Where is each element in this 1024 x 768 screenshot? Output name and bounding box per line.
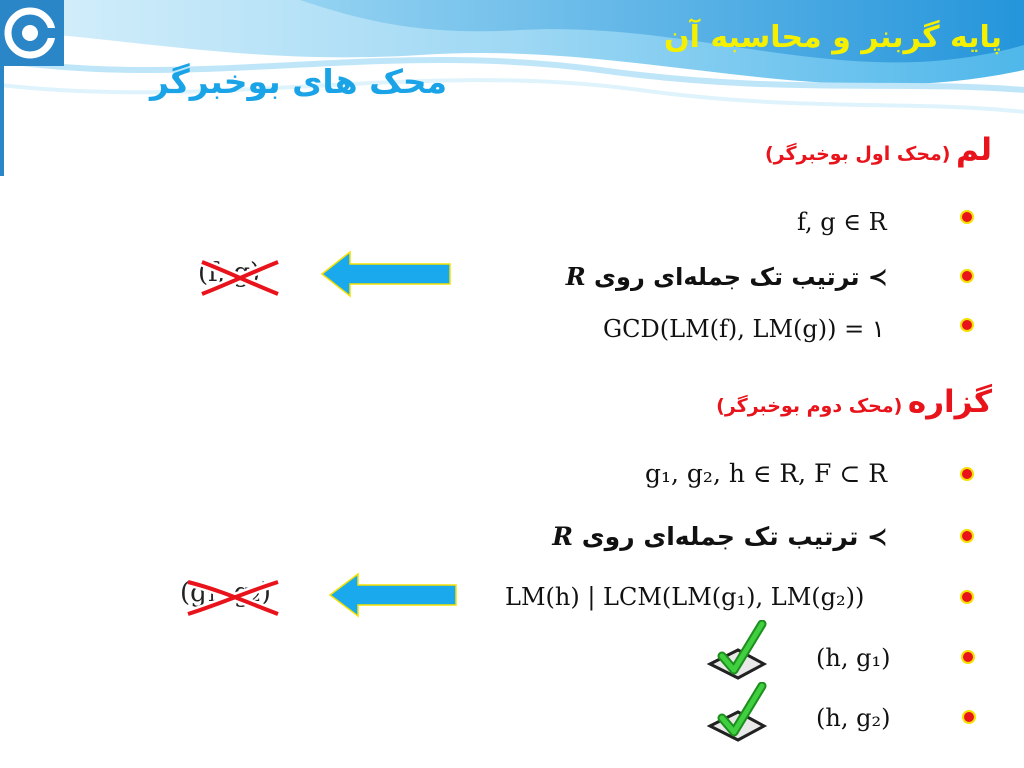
left-arrow-icon bbox=[320, 250, 452, 298]
crossed-pair-text: (g₁, g₂) bbox=[180, 578, 271, 608]
bullet-icon bbox=[960, 318, 974, 332]
pair-h-g2: (h, g₂) bbox=[816, 704, 891, 732]
bullet-icon bbox=[960, 529, 974, 543]
slide-title: محک های بوخبرگر bbox=[150, 62, 448, 101]
logo-icon bbox=[0, 0, 64, 66]
bullet-icon bbox=[962, 710, 976, 724]
crossed-pair-text: (f, g) bbox=[198, 258, 261, 288]
bullet-icon bbox=[960, 467, 974, 481]
proposition-condition-1: g₁, g₂, h ∈ R, F ⊂ R bbox=[645, 459, 888, 488]
order-text: ترتیب تک جمله‌ای روی bbox=[581, 522, 859, 551]
ring-variable: R bbox=[552, 522, 574, 551]
bullet-icon bbox=[960, 210, 974, 224]
crossed-pair-g1g2 bbox=[180, 578, 284, 618]
red-cross-icon bbox=[198, 258, 282, 298]
crossed-pair-fg bbox=[198, 258, 282, 298]
red-cross-icon bbox=[180, 578, 284, 618]
proposition-condition-2 bbox=[552, 522, 888, 551]
lemma-condition-1: f, g ∈ R bbox=[797, 208, 887, 236]
ring-variable: R bbox=[565, 262, 586, 291]
lemma-condition-3: GCD(LM(f), LM(g)) = ۱ bbox=[603, 315, 885, 343]
order-text: ترتیب تک جمله‌ای روی bbox=[594, 263, 860, 291]
left-arrow-icon bbox=[328, 572, 458, 618]
proposition-heading bbox=[716, 384, 992, 420]
lemma-label: لم bbox=[956, 132, 992, 168]
order-symbol: ≻ bbox=[867, 522, 888, 551]
proposition-label: گزاره bbox=[907, 384, 992, 420]
left-edge-bar bbox=[0, 66, 4, 176]
bullet-icon bbox=[960, 590, 974, 604]
checkbox-check-icon bbox=[706, 682, 770, 744]
bullet-icon bbox=[960, 269, 974, 283]
lemma-condition-2 bbox=[566, 262, 888, 291]
checkbox-check-icon bbox=[706, 620, 770, 682]
bullet-icon bbox=[961, 650, 975, 664]
lemma-heading bbox=[765, 132, 992, 168]
pair-h-g1: (h, g₁) bbox=[816, 644, 891, 672]
proposition-condition-3: LM(h) | LCM(LM(g₁), LM(g₂)) bbox=[505, 583, 865, 611]
course-title: پایه گربنر و محاسبه آن bbox=[664, 20, 1002, 55]
order-symbol: ≻ bbox=[867, 263, 888, 291]
lemma-subtitle: (محک اول بوخبرگر) bbox=[764, 143, 951, 165]
proposition-subtitle: (محک دوم بوخبرگر) bbox=[716, 395, 903, 417]
